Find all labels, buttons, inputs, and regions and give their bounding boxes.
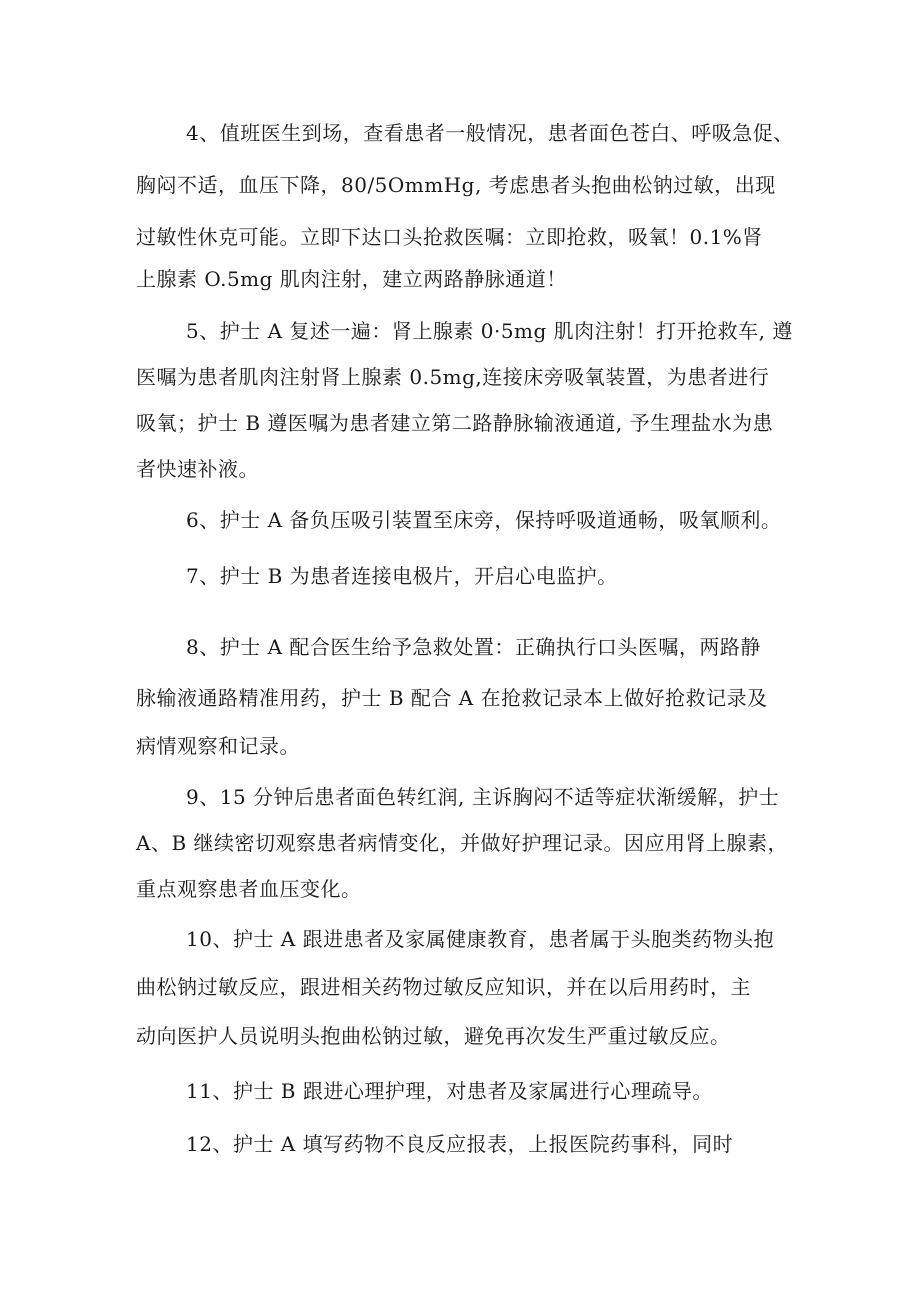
paragraph-line: 脉输液通路精准用药，护士 B 配合 A 在抢救记录本上做好抢救记录及	[136, 686, 768, 710]
paragraph-line: 9、15 分钟后患者面色转红润, 主诉胸闷不适等症状渐缓解，护士	[186, 785, 780, 809]
paragraph-line: 胸闷不适，血压下降，80/5OmmHg, 考虑患者头抱曲松钠过敏，出现	[136, 173, 776, 197]
paragraph-line: 8、护士 A 配合医生给予急救处置：正确执行口头医嘱，两路静	[186, 635, 761, 659]
paragraph-line: 动向医护人员说明头抱曲松钠过敏，避免再次发生严重过敏反应。	[136, 1024, 731, 1048]
paragraph-line: 7、护士 B 为患者连接电极片，开启心电监护。	[186, 564, 618, 588]
paragraph-line: 重点观察患者血压变化。	[136, 877, 362, 901]
paragraph-line: 吸氧；护士 B 遵医嘱为患者建立第二路静脉输液通道, 予生理盐水为患	[136, 411, 774, 435]
paragraph-line: 4、值班医生到场，查看患者一般情况，患者面色苍白、呼吸急促、	[186, 121, 794, 145]
paragraph-line: 6、护士 A 备负压吸引装置至床旁，保持呼吸道通畅，吸氧顺利。	[186, 508, 782, 532]
paragraph-line: 10、护士 A 跟进患者及家属健康教育，患者属于头胞类药物头抱	[186, 927, 775, 951]
paragraph-line: 上腺素 O.5mg 肌肉注射，建立两路静脉通道！	[136, 267, 567, 291]
paragraph-line: 11、护士 B 跟进心理护理，对患者及家属进行心理疏导。	[186, 1079, 713, 1103]
paragraph-line: 曲松钠过敏反应，跟进相关药物过敏反应知识，并在以后用药时，主	[136, 975, 751, 999]
paragraph-line: 12、护士 A 填写药物不良反应报表，上报医院药事科，同时	[186, 1132, 734, 1156]
paragraph-line: A、B 继续密切观察患者病情变化，并做好护理记录。因应用肾上腺素，	[136, 831, 788, 855]
paragraph-line: 医嘱为患者肌肉注射肾上腺素 0.5mg,连接床旁吸氧装置，为患者进行	[136, 365, 770, 389]
paragraph-line: 过敏性休克可能。立即下达口头抢救医嘱：立即抢救，吸氧！0.1%肾	[136, 225, 763, 249]
paragraph-line: 病情观察和记录。	[136, 734, 300, 758]
paragraph-line: 者快速补液。	[136, 457, 259, 481]
paragraph-line: 5、护士 A 复述一遍：肾上腺素 0·5mg 肌肉注射！打开抢救车, 遵	[186, 319, 793, 343]
